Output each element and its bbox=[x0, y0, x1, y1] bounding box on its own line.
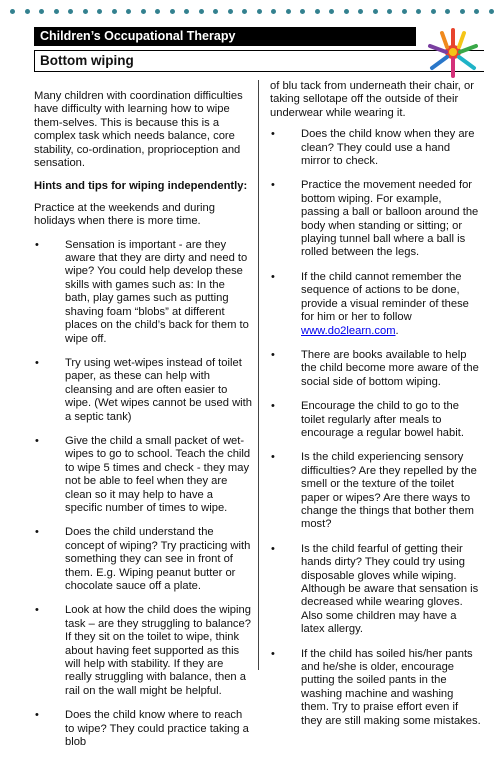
list-item-text: Does the child understand the concept of wiping? Try practicing with something they can see in front of them. E.g. Wiping peanut butter or chocolate sauce off a plate. bbox=[65, 526, 251, 592]
border-dot bbox=[387, 9, 392, 14]
border-dot bbox=[25, 9, 30, 14]
bullet-icon: • bbox=[271, 400, 275, 413]
border-dot bbox=[199, 9, 204, 14]
border-dot bbox=[271, 9, 276, 14]
list-item bbox=[270, 349, 482, 389]
border-dot bbox=[213, 9, 218, 14]
list-item-text: Sensation is important - are they aware that they are dirty and need to wipe? You could help develop these skills with games such as: In the bath, play games such as putting shaving foam “blobs” at different places on the child’s back for them to wipe off. bbox=[65, 238, 249, 345]
list-item-text bbox=[301, 271, 482, 338]
bullet-icon: • bbox=[271, 270, 275, 283]
border-dot bbox=[431, 9, 436, 14]
right-bullet-list bbox=[270, 128, 482, 728]
border-dot bbox=[257, 9, 262, 14]
border-dot bbox=[39, 9, 44, 14]
list-item-text: Give the child a small packet of wet-wipes to go to school. Teach the child to wipe 5 times and check - they may not be able to feel when they are clean so it may help to have a specific number of times to wipe. bbox=[65, 434, 251, 514]
border-dot bbox=[126, 9, 131, 14]
practice-paragraph: Practice at the weekends and during holidays when there is more time. bbox=[34, 201, 215, 228]
link-bullet-text: If the child cannot remember the sequence of actions to be done, provide a visual reminder of these for him or her to follow bbox=[301, 270, 469, 324]
list-item-text: Is the child fearful of getting their hands dirty? They could try using disposable gloves while wiping. Although be aware that sensation is decreased while wearing gloves. Also some children may have a latex allergy. bbox=[301, 542, 479, 636]
border-dot bbox=[344, 9, 349, 14]
left-column bbox=[34, 80, 252, 760]
border-dot bbox=[97, 9, 102, 14]
list-item bbox=[270, 543, 482, 637]
border-dot bbox=[10, 9, 15, 14]
list-item-text: Look at how the child does the wiping task – are they struggling to balance? If they sit on the toilet to wipe, think about having feet supported as this will help with stability. If they are really struggling with balance, then a rail on the wall might be helpful. bbox=[65, 604, 251, 697]
list-item-text: Does the child know where to reach to wipe? They could practice taking a blob bbox=[65, 709, 249, 749]
border-dot bbox=[489, 9, 494, 14]
border-dot bbox=[170, 9, 175, 14]
do2learn-link[interactable]: www.do2learn.com bbox=[301, 324, 396, 337]
border-dot bbox=[300, 9, 305, 14]
bullet-icon: • bbox=[35, 709, 39, 722]
intro-paragraph: Many children with coordination difficulties have difficulty with learning how to wipe them-selves. This is because this is a complex task which needs balance, core stability, co-ordination, proprioception and sensation. bbox=[34, 90, 243, 170]
list-item bbox=[270, 451, 482, 531]
bullet-icon: • bbox=[271, 451, 275, 464]
border-dot bbox=[445, 9, 450, 14]
dotted-border bbox=[10, 6, 494, 16]
bullet-icon: • bbox=[35, 604, 39, 617]
border-dot bbox=[184, 9, 189, 14]
list-item bbox=[270, 128, 482, 168]
right-column bbox=[270, 80, 482, 739]
list-item bbox=[34, 239, 252, 346]
hand-icon bbox=[430, 30, 476, 76]
bullet-icon: • bbox=[271, 128, 275, 141]
list-item bbox=[34, 357, 252, 424]
list-item-text: Try using wet-wipes instead of toilet paper, as these can help with cleansing and are often easier to wipe. (Wet wipes cannot be used with a septic tank) bbox=[65, 356, 252, 423]
bullet-icon: • bbox=[271, 647, 275, 660]
list-item bbox=[270, 179, 482, 259]
border-dot bbox=[460, 9, 465, 14]
list-item bbox=[34, 709, 252, 749]
list-item bbox=[34, 526, 252, 593]
continued-paragraph: of blu tack from underneath their chair, or taking sellotape off the outside of their underwear while wearing it. bbox=[270, 80, 474, 119]
bullet-icon: • bbox=[35, 356, 39, 369]
list-item-text: Is the child experiencing sensory difficulties? Are they repelled by the smell or the texture of the toilet paper or wipes? Are there ways to change the things that bother them most? bbox=[301, 451, 477, 531]
bullet-icon: • bbox=[271, 348, 275, 361]
list-item bbox=[34, 435, 252, 515]
list-item-text: Practice the movement needed for bottom wiping. For example, passing a ball or balloon around the body when standing or sitting; or playing tunnel ball where a ball is rolled between the legs. bbox=[301, 179, 479, 259]
border-dot bbox=[242, 9, 247, 14]
list-item-text: Encourage the child to go to the toilet regularly after meals to encourage a regular bowel habit. bbox=[301, 400, 464, 439]
border-dot bbox=[315, 9, 320, 14]
hints-heading: Hints and tips for wiping independently: bbox=[34, 180, 248, 193]
list-item-text: There are books available to help the child become more aware of the social side of bottom wiping. bbox=[301, 348, 479, 388]
border-dot bbox=[112, 9, 117, 14]
left-bullet-list bbox=[34, 239, 252, 750]
border-dot bbox=[329, 9, 334, 14]
bullet-icon: • bbox=[35, 526, 39, 539]
list-item bbox=[34, 604, 252, 698]
border-dot bbox=[358, 9, 363, 14]
border-dot bbox=[155, 9, 160, 14]
list-item bbox=[270, 400, 482, 440]
list-item bbox=[270, 271, 482, 338]
border-dot bbox=[228, 9, 233, 14]
list-item bbox=[270, 648, 482, 728]
border-dot bbox=[373, 9, 378, 14]
column-divider bbox=[258, 80, 259, 670]
page-title: Bottom wiping bbox=[34, 50, 484, 72]
list-item-text: Does the child know when they are clean? They could use a hand mirror to check. bbox=[301, 128, 475, 168]
border-dot bbox=[54, 9, 59, 14]
bullet-icon: • bbox=[271, 542, 275, 555]
border-dot bbox=[83, 9, 88, 14]
link-bullet-end: . bbox=[395, 324, 399, 337]
bullet-icon: • bbox=[271, 179, 275, 192]
border-dot bbox=[68, 9, 73, 14]
bullet-icon: • bbox=[35, 238, 39, 251]
banner: Children’s Occupational Therapy bbox=[34, 27, 416, 46]
bullet-icon: • bbox=[35, 434, 39, 447]
border-dot bbox=[474, 9, 479, 14]
border-dot bbox=[141, 9, 146, 14]
colorful-hands-logo bbox=[420, 24, 486, 80]
border-dot bbox=[286, 9, 291, 14]
list-item-text: If the child has soiled his/her pants and he/she is older, encourage putting the soiled pants in the washing machine and washing them. Try to praise effort even if they are still making some mistakes. bbox=[301, 647, 481, 727]
border-dot bbox=[402, 9, 407, 14]
border-dot bbox=[416, 9, 421, 14]
